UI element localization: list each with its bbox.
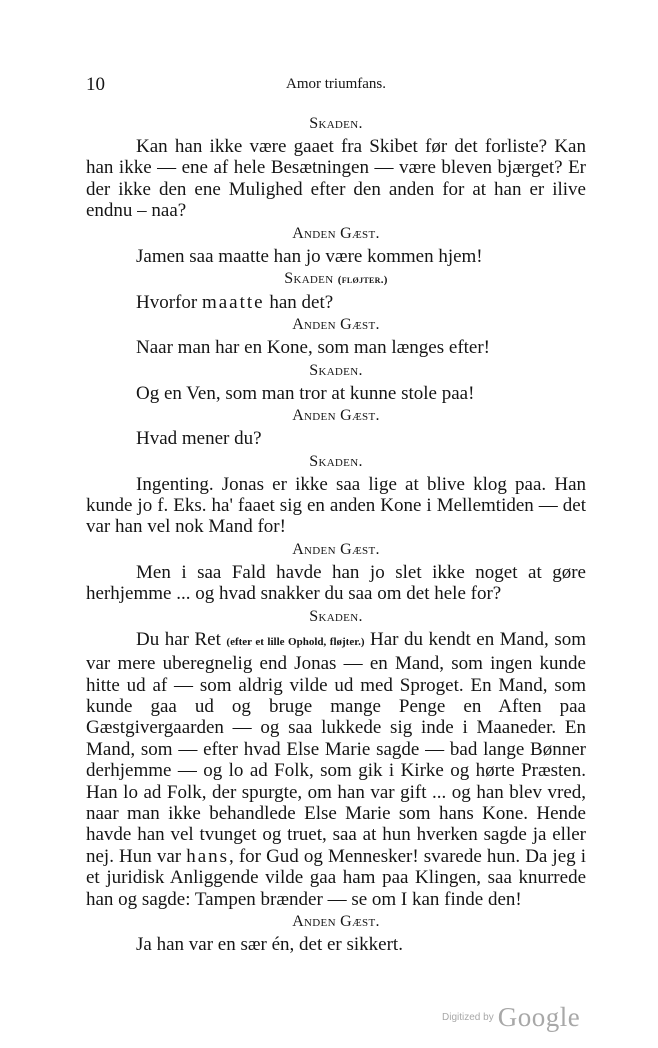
speaker-name: Anden Gæst. — [292, 316, 380, 334]
speech: Jamen saa maatte han jo være kommen hjem! — [136, 245, 483, 267]
speech: Ja han var en sær én, det er sikkert. — [136, 933, 403, 955]
speech-part: Hvorfor — [136, 292, 202, 314]
speaker-name: Anden Gæst. — [292, 407, 380, 425]
speaker-name: Skaden. — [309, 361, 363, 379]
page-number: 10 — [86, 74, 105, 95]
speech — [86, 629, 586, 910]
digitized-watermark — [442, 1002, 580, 1032]
speaker-name: Anden Gæst. — [292, 224, 380, 242]
speaker-name: Skaden. — [309, 607, 363, 625]
speech: Hvad mener du? — [136, 428, 262, 450]
stage-direction: (efter et lille Ophold, fløjter.) — [226, 635, 365, 648]
stage-direction: (fløjter.) — [337, 274, 388, 287]
google-logo: Google — [497, 1002, 581, 1032]
emphasized-word: hans — [186, 845, 230, 867]
play-text — [86, 112, 586, 955]
speech-part: Har du kendt en Mand, som var mere uberegnelig end Jonas — en Mand, som ingen kunde hitte ud af — som aldrig vilde ud med Sproget. En Mand, som kunde gaa ud og bruge mange Penge en Aften paa Gæstgivergaarden — og saa lukkede sig inde i Maaneder. En Mand, som — efter hvad Else Marie sagde — bad lange Bønner derhjemme — og lo ad Folk, som gik i Kirke og hørte Præsten. Han lo ad Folk, der spurgte, om han var gift ... og han blev vred, naar man ikke behandlede Else Marie som hans Kone. Hende havde han vel tvunget og truet, saa at hun hverken sagde ja eller nej. Hun var — [86, 628, 586, 867]
speech: Ingenting. Jonas er ikke saa lige at blive klog paa. Han kunde jo f. Eks. ha' faaet sig en anden Kone i Mellemtiden — det var han vel nok Mand for! — [86, 473, 586, 538]
speech-part: , for Gud og Mennesker! svarede hun. Da jeg i et juridisk Anliggende vilde gaa ham paa Klingen, saa knurrede han og sagde: Tampen brænder — se om I kan finde den! — [86, 845, 586, 910]
speech: Naar man har en Kone, som man længes efter! — [136, 337, 491, 359]
speaker-name: Skaden — [284, 270, 334, 288]
speech: Men i saa Fald havde han jo slet ikke noget at gøre herhjemme ... og hvad snakker du saa om det hele for? — [86, 561, 586, 605]
speech-part: Du har Ret — [136, 628, 221, 650]
page-header — [86, 74, 586, 98]
speech: Kan han ikke være gaaet fra Skibet før det forliste? Kan han ikke — ene af hele Besætningen — være bleven bjærget? Er der ikke den ene Mulighed efter den anden for at han er ilive endnu – naa? — [86, 136, 586, 222]
speaker-name: Anden Gæst. — [292, 540, 380, 558]
running-title: Amor triumfans. — [286, 76, 386, 92]
emphasized-word: maatte — [201, 292, 265, 314]
speech-part: han det? — [264, 292, 334, 314]
speaker-name: Skaden. — [309, 452, 363, 470]
speech: Og en Ven, som man tror at kunne stole paa! — [136, 382, 475, 404]
speech — [86, 292, 586, 313]
speaker-with-direction — [86, 268, 586, 291]
speaker-name: Anden Gæst. — [292, 912, 380, 930]
watermark-prefix: Digitized by — [442, 1012, 494, 1023]
speaker-name: Skaden. — [309, 115, 363, 132]
